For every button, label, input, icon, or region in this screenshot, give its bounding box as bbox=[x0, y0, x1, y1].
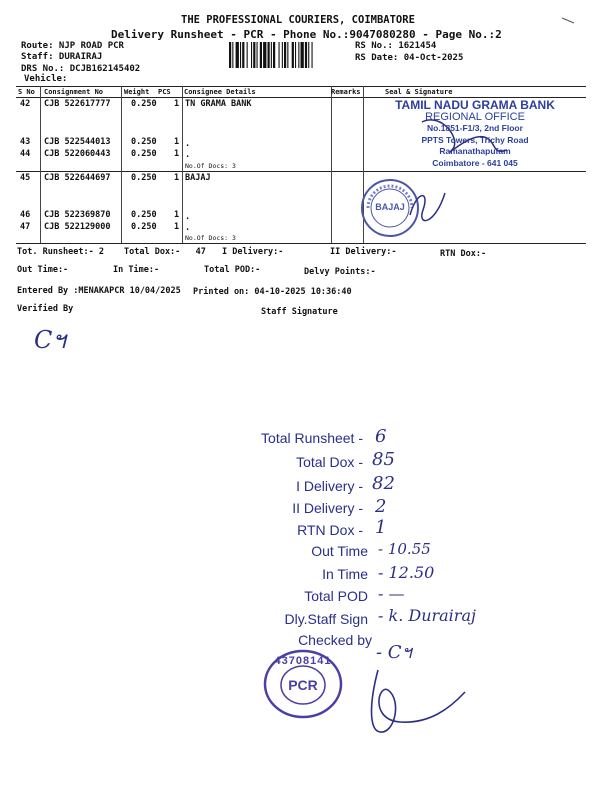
row-weight: 0.250 bbox=[131, 210, 157, 220]
barcode-bar bbox=[298, 42, 299, 68]
row-sno: 43 bbox=[20, 137, 31, 147]
row-sno: 46 bbox=[20, 210, 31, 220]
summary-label: I Delivery - bbox=[296, 478, 363, 494]
summary-label: II Delivery - bbox=[292, 500, 363, 516]
entered-by: Entered By :MENAKAPCR 10/04/2025 bbox=[17, 286, 181, 296]
summary-value: - Cฯ bbox=[376, 642, 412, 663]
delvy-points: Delvy Points:- bbox=[304, 267, 376, 277]
summary-value: 1 bbox=[375, 517, 387, 538]
barcode-bar bbox=[232, 42, 233, 68]
barcode-bar bbox=[229, 42, 231, 68]
barcode-bar bbox=[305, 42, 307, 68]
barcode-bar bbox=[295, 42, 296, 68]
col-divider-consignee bbox=[331, 86, 332, 243]
row-consignee: . bbox=[185, 150, 191, 160]
barcode-bar bbox=[279, 42, 280, 68]
summary-value: - — bbox=[378, 584, 405, 603]
barcode-bar bbox=[292, 42, 294, 68]
round-seal-text: BAJAJ bbox=[375, 202, 405, 212]
row-sno: 45 bbox=[20, 173, 31, 183]
group-docs-count: No.Of Docs: 3 bbox=[185, 162, 236, 170]
company-title: THE PROFESSIONAL COURIERS, COIMBATORE bbox=[181, 14, 415, 26]
row-consignee: BAJAJ bbox=[185, 173, 211, 183]
row-consignment: CJB 522544013 bbox=[44, 137, 111, 147]
rs-date: RS Date: 04-Oct-2025 bbox=[355, 53, 464, 63]
barcode-bar bbox=[308, 42, 309, 68]
summary-label: RTN Dox - bbox=[297, 522, 363, 538]
bank-stamp-address2: PPTS Towers, Trichy Road bbox=[421, 134, 529, 145]
barcode-bar bbox=[257, 42, 258, 68]
row-consignment: CJB 522369870 bbox=[44, 210, 111, 220]
row-weight: 0.250 bbox=[131, 149, 157, 159]
verified-initials: Cฯ bbox=[34, 326, 66, 354]
drs-number: DRS No.: DCJB162145402 bbox=[21, 64, 141, 74]
col-divider-weight bbox=[182, 86, 183, 243]
bank-stamp-name: TAMIL NADU GRAMA BANK bbox=[395, 98, 555, 112]
bank-stamp-address4: Coimbatore - 641 045 bbox=[432, 157, 518, 168]
row-sno: 42 bbox=[20, 99, 31, 109]
barcode-bar bbox=[287, 42, 288, 68]
barcode-bar bbox=[242, 42, 244, 68]
row-pcs: 1 bbox=[174, 222, 180, 232]
summary-label: Dly.Staff Sign bbox=[284, 611, 368, 627]
barcode-bar bbox=[282, 42, 283, 68]
pcr-stamp-number: 43708141 bbox=[274, 655, 332, 667]
total-pod: Total POD:- bbox=[204, 265, 261, 275]
barcode-bar bbox=[253, 42, 255, 68]
i-delivery: I Delivery:- bbox=[222, 247, 284, 257]
table-bottom-border bbox=[16, 243, 586, 244]
barcode-bar bbox=[273, 42, 275, 68]
row-consignment: CJB 522617777 bbox=[44, 99, 111, 109]
row-pcs: 1 bbox=[174, 173, 180, 183]
row-weight: 0.250 bbox=[131, 99, 157, 109]
barcode bbox=[229, 42, 349, 68]
row-pcs: 1 bbox=[174, 137, 180, 147]
bank-stamp-address3: Ramanathapufam bbox=[439, 146, 511, 156]
table-top-border bbox=[16, 86, 586, 87]
row-consignee: . bbox=[185, 223, 191, 233]
header-seal: Seal & Signature bbox=[385, 88, 453, 96]
summary-value: 82 bbox=[372, 473, 395, 494]
summary-value: 85 bbox=[372, 449, 395, 470]
row-pcs: 1 bbox=[174, 149, 180, 159]
row-sno: 44 bbox=[20, 149, 31, 159]
summary-value: 2 bbox=[375, 496, 387, 517]
summary-label: In Time bbox=[322, 566, 368, 582]
seal-signature bbox=[405, 185, 450, 235]
row-consignee: . bbox=[185, 139, 191, 149]
header-remarks: Remarks bbox=[331, 88, 361, 96]
printed-on: Printed on: 04-10-2025 10:36:40 bbox=[193, 287, 352, 297]
barcode-bar bbox=[263, 42, 266, 68]
summary-label: Checked by bbox=[298, 632, 372, 648]
barcode-bar bbox=[251, 42, 252, 68]
verified-by: Verified By bbox=[17, 304, 74, 314]
barcode-bar bbox=[271, 42, 272, 68]
header-pcs: PCS bbox=[158, 88, 171, 96]
summary-value: - 12.50 bbox=[378, 563, 435, 582]
barcode-bar bbox=[236, 42, 239, 68]
row-weight: 0.250 bbox=[131, 173, 157, 183]
table-group-divider bbox=[16, 171, 586, 172]
out-time: Out Time:- bbox=[17, 265, 69, 275]
header-consignment: Consignment No bbox=[44, 88, 104, 96]
ii-delivery: II Delivery:- bbox=[330, 247, 397, 257]
row-consignee: . bbox=[185, 212, 191, 222]
row-weight: 0.250 bbox=[131, 222, 157, 232]
header-weight: Weight bbox=[124, 88, 150, 96]
row-pcs: 1 bbox=[174, 99, 180, 109]
row-consignee: TN GRAMA BANK bbox=[185, 99, 252, 109]
bank-stamp-office: REGIONAL OFFICE bbox=[425, 110, 525, 123]
summary-value: - 10.55 bbox=[378, 540, 431, 558]
bank-signature bbox=[412, 110, 522, 165]
header-consignee: Consignee Details bbox=[184, 88, 256, 96]
scan-mark bbox=[560, 14, 580, 26]
runsheet-subtitle: Delivery Runsheet - PCR - Phone No.:9047080280 - Page No.:2 bbox=[111, 28, 502, 41]
barcode-bar bbox=[312, 42, 313, 68]
row-consignment: CJB 522644697 bbox=[44, 173, 111, 183]
pcr-stamp-text: PCR bbox=[288, 677, 318, 693]
barcode-graphic bbox=[229, 42, 349, 68]
in-time: In Time:- bbox=[113, 265, 160, 275]
row-pcs: 1 bbox=[174, 210, 180, 220]
barcode-bar bbox=[260, 42, 262, 68]
row-weight: 0.250 bbox=[131, 137, 157, 147]
total-dox: Total Dox:- 47 bbox=[124, 247, 206, 257]
group-docs-count: No.Of Docs: 3 bbox=[185, 234, 236, 242]
staff-label: Staff: DURAIRAJ bbox=[21, 52, 103, 62]
row-consignment: CJB 522060443 bbox=[44, 149, 111, 159]
pcr-stamp bbox=[262, 647, 344, 719]
row-sno: 47 bbox=[20, 222, 31, 232]
row-consignment: CJB 522129000 bbox=[44, 222, 111, 232]
barcode-bar bbox=[240, 42, 241, 68]
header-sno: S No bbox=[18, 88, 35, 96]
summary-value: - k. Durairaj bbox=[378, 606, 476, 625]
summary-value: 6 bbox=[375, 426, 387, 447]
barcode-bar bbox=[284, 42, 286, 68]
barcode-bar bbox=[268, 42, 270, 68]
col-divider-consignment bbox=[121, 86, 122, 243]
tot-runsheet: Tot. Runsheet:- 2 bbox=[17, 247, 104, 257]
staff-signature-label: Staff Signature bbox=[261, 307, 338, 317]
route-label: Route: NJP ROAD PCR bbox=[21, 41, 124, 51]
summary-label: Total Runsheet - bbox=[261, 430, 363, 446]
col-divider-sno bbox=[40, 86, 41, 243]
vehicle-label: Vehicle: bbox=[24, 74, 68, 84]
summary-label: Total Dox - bbox=[296, 454, 363, 470]
rs-number: RS No.: 1621454 bbox=[355, 41, 437, 51]
summary-label: Out Time bbox=[311, 543, 368, 559]
barcode-bar bbox=[247, 42, 248, 68]
bank-stamp-address1: No.1851-F1/3, 2nd Floor bbox=[427, 123, 523, 133]
final-signature bbox=[340, 660, 470, 740]
summary-label: Total POD bbox=[304, 588, 368, 604]
barcode-bar bbox=[301, 42, 304, 68]
rtn-dox: RTN Dox:- bbox=[440, 249, 487, 259]
